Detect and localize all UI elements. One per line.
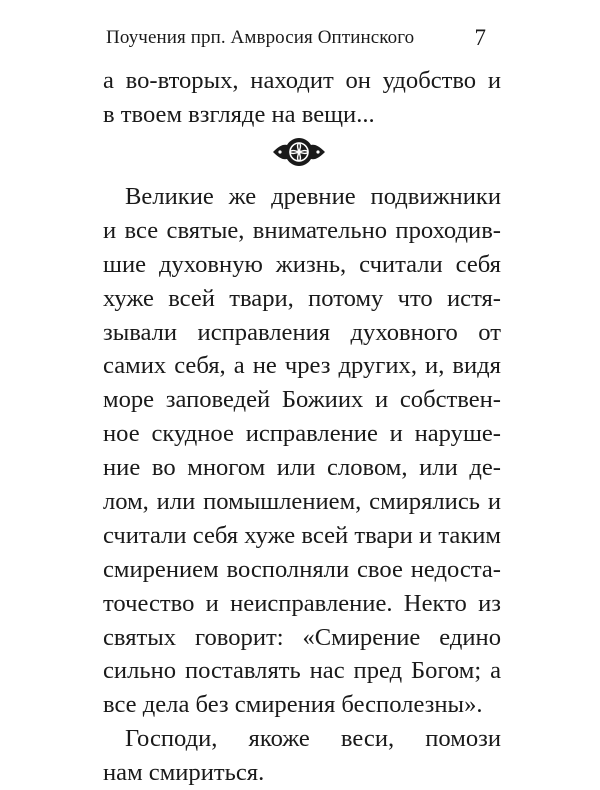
page-header — [106, 27, 486, 57]
text-line: точество и неисправление. Некто из — [103, 589, 501, 617]
text-line: ние во многом или словом, или де- — [103, 454, 501, 482]
text-line: смирением восполняли свое недоста- — [103, 555, 501, 583]
text-line: а во-вторых, находит он удобство и — [103, 67, 501, 94]
text-line: ное скудное исправление и наруше- — [103, 420, 501, 448]
running-title: Поучения прп. Амвросия Оптинского — [106, 27, 415, 48]
text-line: считали себя хуже всей твари и таким — [103, 521, 501, 549]
text-line: Господи, якоже веси, помози — [125, 725, 501, 753]
text-line: в твоем взгляде на вещи... — [103, 100, 375, 128]
text-line: все дела без смирения бесполезны». — [103, 691, 483, 719]
paragraph-ending — [103, 64, 501, 132]
text-line: море заповедей Божиих и собствен- — [103, 386, 501, 414]
text-line: Великие же древние подвижники — [125, 183, 501, 210]
main-paragraph — [103, 180, 501, 790]
text-line: нам смириться. — [103, 759, 265, 787]
page-number: 7 — [474, 25, 486, 50]
text-line: хуже всей твари, потому что истя- — [103, 284, 501, 312]
text-line: шие духовную жизнь, считали себя — [103, 250, 501, 278]
ornament-divider-icon — [271, 136, 327, 168]
text-line: лом, или помышлением, смирялись и — [103, 488, 501, 516]
text-line: святых говорит: «Смирение едино — [103, 623, 501, 651]
text-line: зывали исправления духовного от — [103, 318, 501, 346]
text-line: самих себя, а не чрез других, и, видя — [103, 352, 501, 380]
text-line: и все святые, внимательно проходив- — [103, 216, 501, 244]
text-line: сильно поставлять нас пред Богом; а — [103, 657, 501, 685]
